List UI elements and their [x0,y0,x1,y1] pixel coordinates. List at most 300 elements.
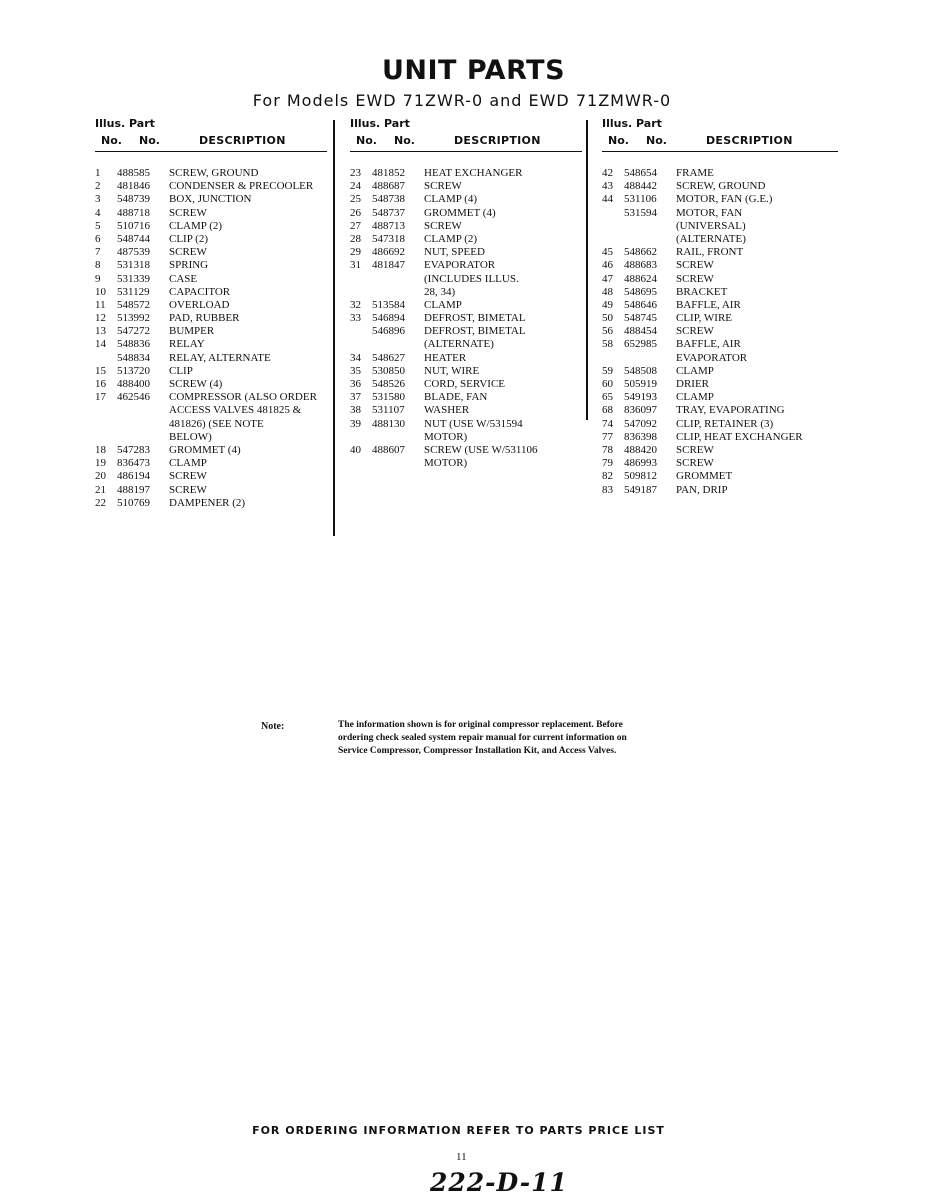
part-description: MOTOR, FAN (G.E.) [676,193,773,206]
illus-number: 29 [350,246,361,259]
illus-number: 43 [602,180,613,193]
part-description: MOTOR) [424,457,468,470]
part-number: 488683 [624,259,657,272]
part-number: 488454 [624,325,657,338]
table-row [602,378,838,391]
part-number: 548662 [624,246,657,259]
part-description: DEFROST, BIMETAL [424,312,526,325]
part-number: 652985 [624,338,657,351]
illus-number: 74 [602,417,613,430]
part-description: SCREW [169,470,207,483]
illus-number: 82 [602,470,613,483]
table-row [95,167,327,180]
part-description: GROMMET (4) [424,206,496,219]
table-row [95,233,327,246]
table-row [95,180,327,193]
part-number: 513720 [117,364,150,377]
header-description: DESCRIPTION [199,134,286,147]
table-row [350,259,582,272]
column-header [602,115,838,152]
illus-number: 9 [95,272,101,285]
part-number: 488624 [624,272,657,285]
part-number: 548526 [372,378,405,390]
part-number: 487539 [117,246,150,259]
illus-number: 12 [95,312,106,325]
illus-number: 49 [602,298,613,311]
part-number: 488420 [624,443,657,456]
note-label: Note: [261,721,285,732]
header-illus-no: No. [356,134,377,147]
parts-list [602,167,838,497]
part-number: 836097 [624,404,657,417]
table-row [350,233,582,246]
part-description: CLAMP (4) [424,193,478,206]
part-description: (ALTERNATE) [676,232,746,245]
illus-number: 6 [95,232,101,245]
illus-number: 65 [602,391,613,404]
note-text: The information shown is for original compressor replacement. Before ordering check sealed system repair manual for current information on Service Compressor, Compressor Installation Kit, and Access Valves. [338,720,627,756]
illus-number: 38 [350,404,361,417]
part-number: 548738 [372,193,405,206]
illus-number: 25 [350,193,361,206]
part-description: SCREW (4) [169,378,223,390]
part-description: CLAMP [676,364,714,377]
table-row [602,404,838,417]
part-description: CLAMP (2) [424,232,478,245]
table-row [602,444,838,457]
table-row [350,457,582,470]
illus-number: 3 [95,193,101,206]
part-number: 548654 [624,167,657,179]
part-number: 531339 [117,272,150,285]
table-row [602,484,838,497]
illus-number: 79 [602,457,613,470]
part-description: CORD, SERVICE [424,378,506,390]
illus-number: 50 [602,312,613,325]
part-number: 481847 [372,259,405,272]
part-description: SCREW [169,206,207,219]
illus-number: 34 [350,351,361,364]
part-number: 546896 [372,325,405,338]
illus-number: 58 [602,338,613,351]
part-description: NUT, SPEED [424,246,485,259]
table-row [350,180,582,193]
part-number: 509812 [624,470,657,483]
part-description: SCREW, GROUND [169,167,259,179]
table-row [350,431,582,444]
part-description: SPRING [169,259,209,272]
part-number: 513584 [372,298,405,311]
part-description: 28, 34) [424,285,456,298]
table-row [350,312,582,325]
header-part-no: No. [139,134,160,147]
illus-number: 19 [95,457,106,470]
table-row [95,286,327,299]
illus-number: 1 [95,167,101,179]
parts-column-3 [602,115,838,497]
illus-number: 47 [602,272,613,285]
table-row [350,404,582,417]
part-number: 836398 [624,430,657,443]
part-description: SCREW [424,219,462,232]
illus-number: 21 [95,483,106,496]
table-row [602,299,838,312]
header-illus-no: No. [101,134,122,147]
header-illus-no: No. [608,134,629,147]
illus-number: 26 [350,206,361,219]
illus-number: 31 [350,259,361,272]
table-row [95,220,327,233]
table-row [350,365,582,378]
part-description: GROMMET (4) [169,443,241,456]
part-description: SCREW (USE W/531106 [424,443,538,456]
part-description: SCREW [424,180,462,193]
part-description: SCREW [676,457,714,470]
part-number: 548572 [117,298,150,311]
illus-number: 48 [602,285,613,298]
parts-column-2 [350,115,582,470]
part-number: 486993 [624,457,657,470]
illus-number: 24 [350,180,361,193]
header-description: DESCRIPTION [454,134,541,147]
part-description: NUT, WIRE [424,364,480,377]
illus-number: 83 [602,483,613,496]
table-row [350,338,582,351]
table-row [602,352,838,365]
illus-number: 32 [350,298,361,311]
part-description: CLAMP (2) [169,219,223,232]
table-row [602,180,838,193]
part-number: 548744 [117,232,150,245]
illus-number: 11 [95,298,106,311]
part-description: CLIP, RETAINER (3) [676,417,774,430]
illus-number: 13 [95,325,106,338]
table-row [602,457,838,470]
part-number: 548737 [372,206,405,219]
illus-number: 42 [602,167,613,179]
part-number: 531594 [624,206,657,219]
table-row [350,352,582,365]
table-row [350,299,582,312]
illus-number: 77 [602,430,613,443]
part-number: 548508 [624,364,657,377]
table-row [602,286,838,299]
illus-number: 44 [602,193,613,206]
table-row [350,167,582,180]
illus-number: 56 [602,325,613,338]
header-part-no: No. [394,134,415,147]
illus-number: 2 [95,180,101,193]
table-row [95,497,327,510]
table-row [95,312,327,325]
table-row [95,391,327,404]
table-row [95,259,327,272]
part-number: 462546 [117,391,150,404]
part-number: 531107 [372,404,405,417]
table-row [350,193,582,206]
table-row [602,338,838,351]
illus-number: 60 [602,378,613,390]
page-subtitle: For Models EWD 71ZWR-0 and EWD 71ZMWR-0 [252,91,672,110]
part-number: 488713 [372,219,405,232]
header-illus-part: Illus. Part [95,117,155,130]
part-number: 488197 [117,483,150,496]
illus-number: 46 [602,259,613,272]
table-row [602,220,838,233]
part-description: DAMPENER (2) [169,496,246,509]
part-description: WASHER [424,404,470,417]
part-description: SCREW [169,246,207,259]
part-description: HEAT EXCHANGER [424,167,523,179]
table-row [602,273,838,286]
column-header [95,115,327,152]
header-description: DESCRIPTION [706,134,793,147]
page-number: 11 [456,1151,467,1163]
part-description: BUMPER [169,325,215,338]
part-number: 549187 [624,483,657,496]
table-row [95,246,327,259]
table-row [350,325,582,338]
part-description: PAN, DRIP [676,483,728,496]
illus-number: 4 [95,206,101,219]
part-description: EVAPORATOR [676,351,748,364]
illus-number: 27 [350,219,361,232]
part-number: 510769 [117,496,150,509]
part-description: 481826) (SEE NOTE [169,417,264,430]
part-number: 548646 [624,298,657,311]
part-number: 488718 [117,206,150,219]
illus-number: 14 [95,338,106,351]
part-description: COMPRESSOR (ALSO ORDER [169,391,317,404]
part-description: PAD, RUBBER [169,312,240,325]
part-number: 548695 [624,285,657,298]
illus-number: 15 [95,364,106,377]
parts-column-1 [95,115,327,510]
part-number: 488687 [372,180,405,193]
table-row [350,220,582,233]
part-number: 547318 [372,232,405,245]
table-row [95,352,327,365]
part-number: 836473 [117,457,150,470]
part-description: EVAPORATOR [424,259,496,272]
illus-number: 36 [350,378,361,390]
table-row [602,233,838,246]
part-description: CLIP (2) [169,232,209,245]
part-description: GROMMET [676,470,733,483]
part-number: 505919 [624,378,657,390]
table-row [95,378,327,391]
part-number: 488442 [624,180,657,193]
part-description: OVERLOAD [169,298,230,311]
table-row [95,273,327,286]
part-number: 531129 [117,285,150,298]
table-row [95,365,327,378]
part-number: 548739 [117,193,150,206]
part-number: 513992 [117,312,150,325]
illus-number: 10 [95,285,106,298]
table-row [602,365,838,378]
table-row [350,246,582,259]
part-description: DEFROST, BIMETAL [424,325,526,338]
part-description: BELOW) [169,430,212,443]
part-description: TRAY, EVAPORATING [676,404,785,417]
table-row [95,484,327,497]
part-number: 488130 [372,417,405,430]
table-row [602,193,838,206]
part-number: 481846 [117,180,150,193]
table-row [602,246,838,259]
header-illus-part: Illus. Part [350,117,410,130]
illus-number: 8 [95,259,101,272]
table-row [350,418,582,431]
illus-number: 16 [95,378,106,390]
part-description: BAFFLE, AIR [676,298,741,311]
illus-number: 59 [602,364,613,377]
part-description: NUT (USE W/531594 [424,417,523,430]
part-description: ACCESS VALVES 481825 & [169,404,302,417]
part-description: BRACKET [676,285,728,298]
part-description: SCREW [676,259,714,272]
part-description: BLADE, FAN [424,391,488,404]
illus-number: 17 [95,391,106,404]
part-number: 488400 [117,378,150,390]
table-row [350,286,582,299]
part-description: MOTOR) [424,430,468,443]
parts-list [350,167,582,470]
illus-number: 39 [350,417,361,430]
table-row [350,391,582,404]
ordering-footer: FOR ORDERING INFORMATION REFER TO PARTS PRICE LIST [252,1124,665,1137]
table-row [602,325,838,338]
table-row [602,418,838,431]
illus-number: 78 [602,443,613,456]
table-row [95,338,327,351]
part-description: (UNIVERSAL) [676,219,746,232]
part-description: SCREW, GROUND [676,180,766,193]
table-row [95,299,327,312]
page-title: UNIT PARTS [381,55,566,86]
illus-number: 18 [95,443,106,456]
part-description: CASE [169,272,198,285]
part-number: 548627 [372,351,405,364]
part-number: 546894 [372,312,405,325]
illus-number: 20 [95,470,106,483]
part-number: 488607 [372,443,405,456]
table-row [602,470,838,483]
part-number: 488585 [117,167,150,179]
illus-number: 37 [350,391,361,404]
header-part-no: No. [646,134,667,147]
part-description: CLIP, HEAT EXCHANGER [676,430,803,443]
part-number: 486194 [117,470,150,483]
part-number: 547283 [117,443,150,456]
table-row [602,207,838,220]
part-description: RAIL, FRONT [676,246,744,259]
part-description: SCREW [676,325,714,338]
table-row [95,418,327,431]
part-description: CLAMP [424,298,462,311]
table-row [602,312,838,325]
illus-number: 28 [350,232,361,245]
part-description: (INCLUDES ILLUS. [424,272,519,285]
part-number: 548745 [624,312,657,325]
table-row [350,273,582,286]
illus-number: 68 [602,404,613,417]
handwritten-code: 222-D-11 [430,1168,568,1197]
part-description: CAPACITOR [169,285,231,298]
table-row [95,444,327,457]
table-row [95,404,327,417]
illus-number: 5 [95,219,101,232]
part-description: CLIP [169,364,193,377]
part-description: BOX, JUNCTION [169,193,252,206]
part-description: SCREW [676,443,714,456]
column-divider [333,120,335,536]
table-row [602,259,838,272]
part-number: 481852 [372,167,405,179]
part-description: BAFFLE, AIR [676,338,741,351]
part-description: CLAMP [676,391,714,404]
part-description: CLIP, WIRE [676,312,733,325]
illus-number: 23 [350,167,361,179]
part-description: DRIER [676,378,709,390]
part-description: SCREW [169,483,207,496]
table-row [602,391,838,404]
table-row [350,444,582,457]
part-number: 486692 [372,246,405,259]
part-number: 548836 [117,338,150,351]
table-row [350,207,582,220]
illus-number: 35 [350,364,361,377]
illus-number: 33 [350,312,361,325]
part-description: RELAY, ALTERNATE [169,351,271,364]
table-row [95,207,327,220]
part-number: 531106 [624,193,657,206]
part-description: CLAMP [169,457,207,470]
part-description: (ALTERNATE) [424,338,494,351]
table-row [95,325,327,338]
table-row [95,457,327,470]
table-row [95,470,327,483]
illus-number: 22 [95,496,106,509]
table-row [602,431,838,444]
part-number: 530850 [372,364,405,377]
table-row [350,378,582,391]
table-row [95,431,327,444]
column-divider [586,120,588,420]
parts-list [95,167,327,510]
column-header [350,115,582,152]
part-number: 548834 [117,351,150,364]
table-row [602,167,838,180]
part-description: FRAME [676,167,714,179]
part-number: 547092 [624,417,657,430]
table-row [95,193,327,206]
part-description: RELAY [169,338,205,351]
illus-number: 40 [350,443,361,456]
part-number: 531318 [117,259,150,272]
header-illus-part: Illus. Part [602,117,662,130]
part-description: HEATER [424,351,467,364]
part-number: 510716 [117,219,150,232]
part-description: MOTOR, FAN [676,206,743,219]
part-number: 531580 [372,391,405,404]
part-number: 549193 [624,391,657,404]
part-description: SCREW [676,272,714,285]
part-description: CONDENSER & PRECOOLER [169,180,314,193]
illus-number: 45 [602,246,613,259]
illus-number: 7 [95,246,101,259]
